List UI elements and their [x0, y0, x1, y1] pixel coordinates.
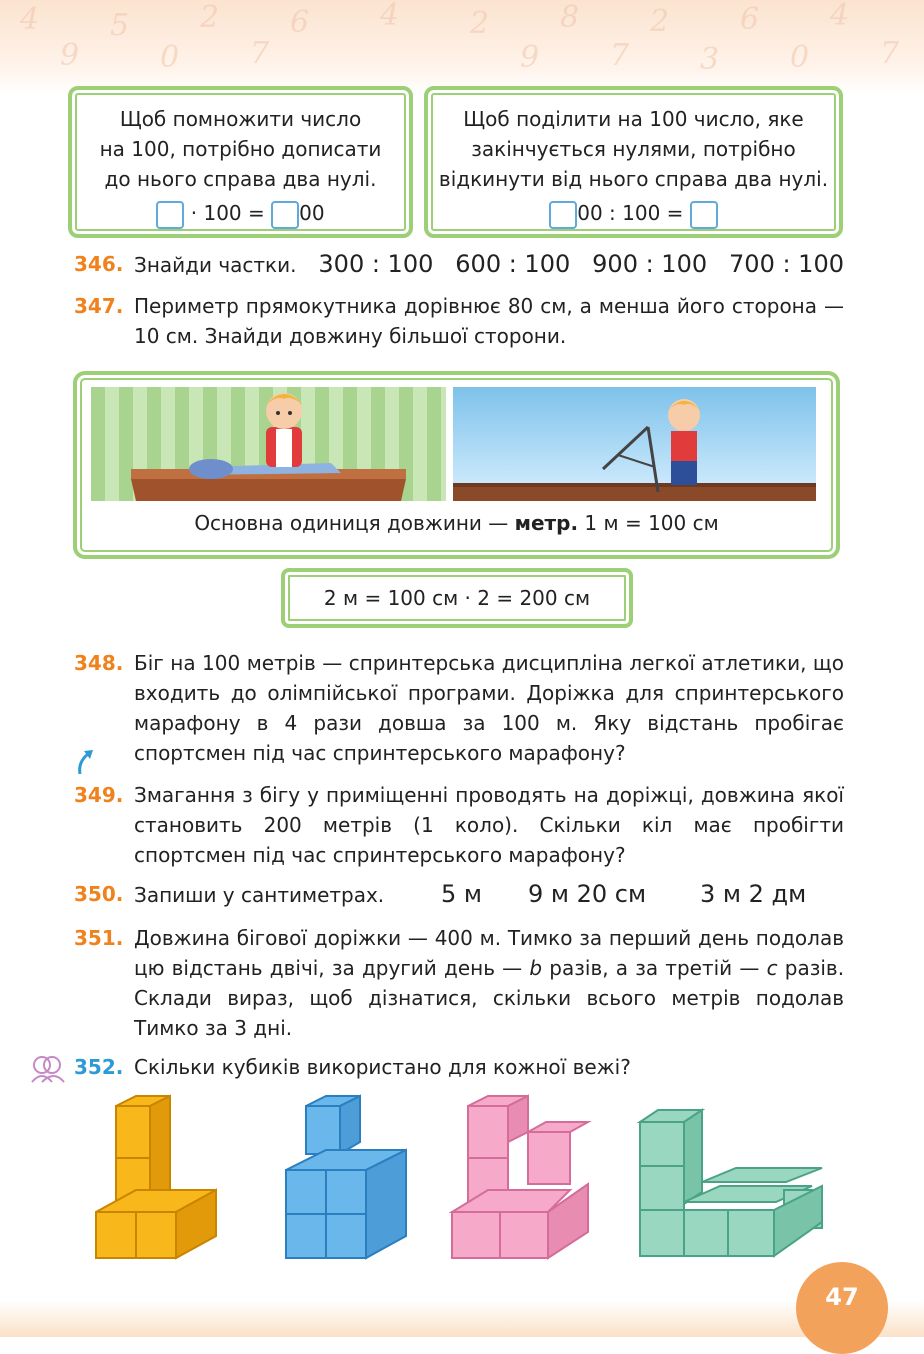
task-text-b: разів, а за третій — [549, 956, 760, 980]
task-number: 346. [74, 252, 124, 276]
pencil-arrow-icon [74, 748, 96, 778]
task-number: 351. [74, 926, 124, 950]
task-text: Скільки кубиків використано для кожної вежі? [134, 1055, 631, 1079]
caption-text: Основна одиниця довжини — [194, 511, 509, 535]
metre-caption [77, 511, 836, 535]
formula-end: 00 [299, 201, 325, 225]
caption-bold: метр. [514, 511, 579, 535]
boy-with-compass-illustration [453, 387, 816, 501]
cube-tower-pink [448, 1092, 598, 1262]
task-number: 352. [74, 1055, 124, 1079]
expression: 300 : 100 [318, 250, 434, 278]
task-text: Периметр прямокутника дорівнює 80 см, а менша його сторона — 10 см. Знайди довжину більшої сторони. [134, 294, 844, 348]
answer-box[interactable] [690, 201, 718, 229]
formula-mid: · 100 = [190, 201, 265, 225]
cube-tower-green [636, 1092, 836, 1262]
cube-tower-blue [280, 1092, 420, 1262]
task-347 [74, 291, 844, 351]
bottom-decor-band [0, 1300, 924, 1337]
metre-formula-box: 2 м = 100 см · 2 = 200 см [281, 568, 633, 628]
task-351 [74, 923, 844, 1043]
answer-box[interactable] [271, 201, 299, 229]
page-number: 47 [796, 1262, 888, 1354]
task-text-c: разів. Склади вираз, щоб дізнатися, скільки всього метрів подолав Тимко за 3 дні. [134, 956, 845, 1040]
expression: 900 : 100 [592, 250, 708, 278]
measure: 3 м 2 дм [700, 880, 807, 908]
rule-multiply-formula [72, 198, 409, 229]
variable-c: c [766, 956, 778, 980]
rule-divide-line-1: Щоб поділити на 100 число, яке [463, 107, 804, 131]
caption-equation: 1 м = 100 см [584, 511, 719, 535]
task-text: Запиши у сантиметрах. [134, 883, 385, 907]
task-349 [74, 780, 844, 870]
task-text [134, 923, 844, 1043]
task-number: 350. [74, 882, 124, 906]
task-346 [74, 249, 844, 280]
cube-tower-yellow [90, 1092, 230, 1262]
expression: 600 : 100 [455, 250, 571, 278]
task-352 [74, 1052, 844, 1082]
measure: 9 м 20 см [528, 880, 647, 908]
task-348 [74, 648, 844, 768]
rule-divide-line-2: закінчується нулями, потрібно [471, 137, 796, 161]
boy-with-ruler-illustration [91, 387, 446, 501]
top-decor-band: 4 5 2 6 4 2 8 2 6 4 9 0 7 9 7 3 0 7 [0, 0, 924, 95]
rule-multiply-line-3: до нього справа два нулі. [104, 167, 377, 191]
rule-divide-box [424, 86, 843, 238]
formula-mid: 00 : 100 = [577, 201, 684, 225]
answer-box[interactable] [549, 201, 577, 229]
rule-multiply-box [68, 86, 413, 238]
task-text: Змагання з бігу у приміщенні проводять на доріжці, довжина якої становить 200 метрів (1 коло). Скільки кіл має пробігти спортсмен під час спринтерського марафону? [134, 783, 844, 867]
answer-box[interactable] [156, 201, 184, 229]
measure: 5 м [441, 880, 483, 908]
task-number: 349. [74, 783, 124, 807]
rule-divide-formula [428, 198, 839, 229]
task-text: Біг на 100 метрів — спринтерська дисципліна легкої атлетики, що входить до олімпійської програми. Доріжка для спринтерського марафону в 4 рази довша за 100 м. Яку відстань пробігає спортсмен під час спринтерського марафону? [134, 651, 844, 765]
rule-multiply-line-1: Щоб помножити число [119, 107, 362, 131]
task-text: Знайди частки. [134, 253, 297, 277]
task-number: 347. [74, 294, 124, 318]
expression: 700 : 100 [729, 250, 844, 278]
magnifier-people-icon [28, 1054, 68, 1084]
rule-divide-line-3: відкинути від нього справа два нулі. [438, 167, 829, 191]
variable-b: b [529, 956, 543, 980]
task-350 [74, 879, 844, 910]
task-number: 348. [74, 651, 124, 675]
task-text-a: Довжина бігової доріжки — 400 м. Тимко за перший день подолав цю відстань двічі, за другий день — [134, 926, 844, 980]
metre-illustration-box [73, 371, 840, 559]
rule-multiply-line-2: на 100, потрібно дописати [99, 137, 382, 161]
